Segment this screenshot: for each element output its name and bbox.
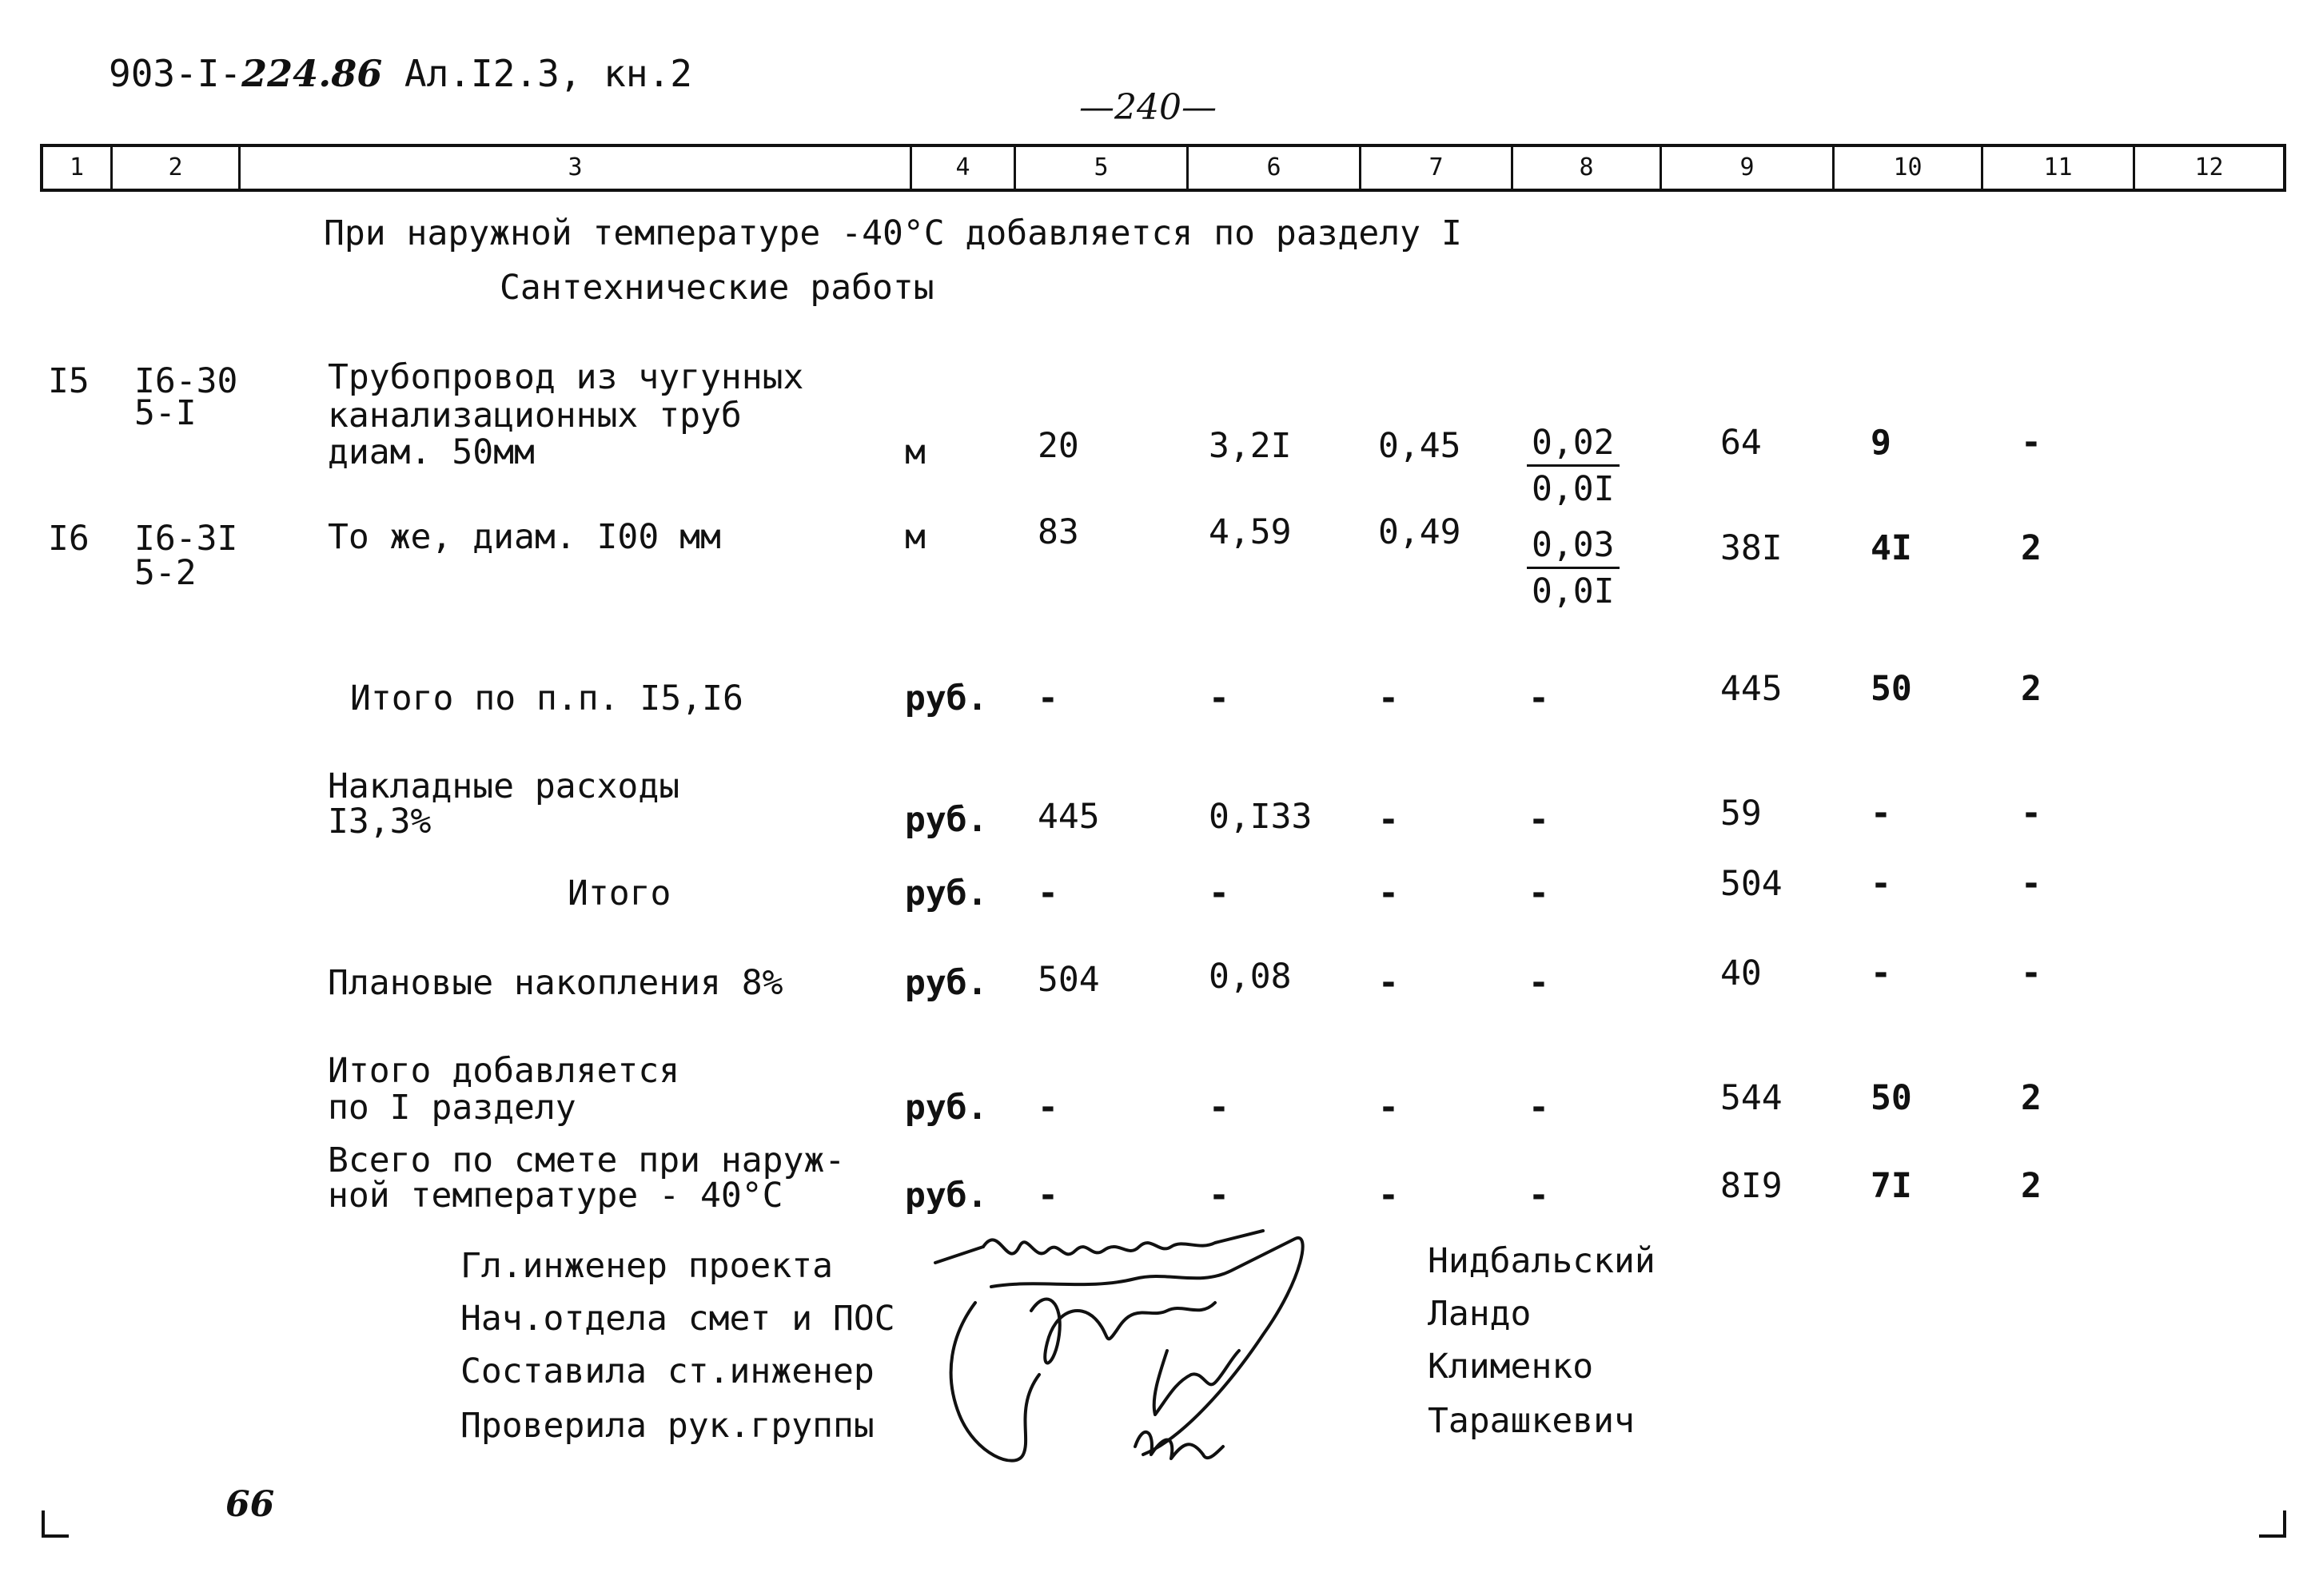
grand-total-col-11: 2 — [2021, 1166, 2042, 1206]
section-title: Сантехнические работы — [500, 268, 934, 308]
overhead-label-line-1: Накладные расходы — [328, 766, 680, 806]
row-col-8-fraction — [1527, 423, 1620, 510]
signer-role: Гл.инженер проекта — [460, 1246, 833, 1286]
sheet-mark: 66 — [225, 1484, 275, 1525]
added-total-col-5: - — [1038, 1088, 1058, 1128]
overhead-col-7: - — [1378, 800, 1399, 840]
row-col-11: 2 — [2021, 528, 2042, 568]
row-code-line-1: I6-3I — [134, 519, 238, 559]
planned-savings-col-7: - — [1378, 963, 1399, 1003]
grand-total-unit: руб. — [905, 1176, 988, 1216]
overhead-col-11: - — [2021, 794, 2042, 834]
fraction-numerator: 0,02 — [1527, 425, 1620, 467]
total-col-11: 2 — [2021, 669, 2042, 709]
signer-name: Клименко — [1428, 1347, 1594, 1387]
planned-savings-col-11: - — [2021, 953, 2042, 993]
added-total-col-11: 2 — [2021, 1078, 2042, 1118]
added-total-label-line-1: Итого добавляется — [328, 1051, 680, 1091]
planned-savings-col-9: 40 — [1720, 953, 1762, 993]
row-col-5: 20 — [1038, 426, 1079, 466]
planned-savings-unit: руб. — [905, 963, 988, 1003]
subtotal-col-6: - — [1209, 874, 1229, 913]
added-total-col-6: - — [1209, 1088, 1229, 1128]
added-total-col-7: - — [1378, 1088, 1399, 1128]
grand-total-label-line-1: Всего по смете при наруж- — [328, 1140, 846, 1180]
overhead-unit: руб. — [905, 800, 988, 840]
col-header-6: 6 — [1186, 147, 1359, 189]
signer-role: Нач.отдела смет и ПОС — [460, 1299, 895, 1339]
page-number: —240— — [1079, 87, 1217, 128]
grand-total-col-8: - — [1528, 1176, 1549, 1216]
total-unit: руб. — [905, 679, 988, 718]
col-header-10: 10 — [1832, 147, 1981, 189]
grand-total-label-line-2: ной температуре - 40°С — [328, 1176, 783, 1216]
grand-total-col-9: 8I9 — [1720, 1166, 1783, 1206]
total-col-6: - — [1209, 679, 1229, 718]
overhead-col-5: 445 — [1038, 797, 1100, 837]
row-col-5: 83 — [1038, 512, 1079, 552]
added-total-unit: руб. — [905, 1088, 988, 1128]
subtotal-label: Итого — [568, 874, 671, 913]
row-number: I5 — [48, 361, 90, 401]
row-col-6: 3,2I — [1209, 426, 1292, 466]
signer-name: Нидбальский — [1428, 1241, 1656, 1281]
row-col-8-fraction — [1527, 527, 1620, 610]
overhead-col-9: 59 — [1720, 794, 1762, 834]
row-name-line-1: То же, диам. I00 мм — [328, 517, 721, 557]
planned-savings-col-8: - — [1528, 963, 1549, 1003]
added-total-col-9: 544 — [1720, 1078, 1783, 1118]
col-header-2: 2 — [110, 147, 238, 189]
row-name-line-2: канализационных труб — [328, 396, 742, 436]
doc-code-suffix: Ал.I2.3, кн.2 — [382, 52, 692, 95]
row-code-line-1: I6-30 — [134, 361, 238, 401]
total-label: Итого по п.п. I5,I6 — [350, 679, 743, 718]
planned-savings-col-6: 0,08 — [1209, 957, 1292, 997]
overhead-col-10: - — [1871, 794, 1891, 834]
handwritten-signatures — [927, 1215, 1343, 1487]
fraction-denominator: 0,0I — [1532, 469, 1615, 510]
row-unit: м — [905, 517, 926, 557]
subtotal-col-5: - — [1038, 874, 1058, 913]
row-col-9: 38I — [1720, 528, 1783, 568]
total-col-5: - — [1038, 679, 1058, 718]
col-header-5: 5 — [1014, 147, 1186, 189]
total-col-8: - — [1528, 679, 1549, 718]
row-col-10: 4I — [1871, 528, 1912, 568]
planned-savings-col-5: 504 — [1038, 960, 1100, 1000]
total-col-7: - — [1378, 679, 1399, 718]
col-header-9: 9 — [1660, 147, 1832, 189]
subtotal-col-8: - — [1528, 874, 1549, 913]
row-name-line-1: Трубопровод из чугунных — [328, 357, 804, 397]
row-name-line-3: диам. 50мм — [328, 432, 535, 472]
document-code — [109, 54, 692, 93]
col-header-12: 12 — [2133, 147, 2283, 189]
col-header-7: 7 — [1359, 147, 1511, 189]
added-total-label-line-2: по I разделу — [328, 1088, 576, 1128]
row-code-line-2: 5-2 — [134, 553, 197, 593]
row-col-9: 64 — [1720, 423, 1762, 463]
corner-mark-bottom-left — [42, 1510, 69, 1538]
col-header-1: 1 — [69, 153, 85, 181]
subtotal-unit: руб. — [905, 874, 988, 913]
row-col-7: 0,49 — [1378, 512, 1461, 552]
corner-mark-bottom-right — [2259, 1510, 2286, 1538]
total-col-10: 50 — [1871, 669, 1912, 709]
subtotal-col-11: - — [2021, 864, 2042, 904]
intro-line-1: При наружной температуре -40°С добавляется по разделу I — [324, 213, 1462, 253]
added-total-col-8: - — [1528, 1088, 1549, 1128]
row-unit: м — [905, 432, 926, 472]
subtotal-col-10: - — [1871, 864, 1891, 904]
row-number: I6 — [48, 519, 90, 559]
grand-total-col-6: - — [1209, 1176, 1229, 1216]
grand-total-col-5: - — [1038, 1176, 1058, 1216]
added-total-col-10: 50 — [1871, 1078, 1912, 1118]
signer-role: Проверила рук.группы — [460, 1406, 875, 1446]
overhead-label-line-2: I3,3% — [328, 802, 432, 842]
col-header-11: 11 — [1981, 147, 2133, 189]
subtotal-col-9: 504 — [1720, 864, 1783, 904]
col-header-4: 4 — [910, 147, 1014, 189]
signer-name: Ландо — [1428, 1294, 1532, 1334]
row-col-11: - — [2021, 423, 2042, 463]
row-col-10: 9 — [1871, 423, 1891, 463]
overhead-col-6: 0,I33 — [1209, 797, 1313, 837]
fraction-denominator: 0,0I — [1532, 571, 1615, 612]
row-code-line-2: 5-I — [134, 393, 197, 433]
subtotal-col-7: - — [1378, 874, 1399, 913]
overhead-col-8: - — [1528, 800, 1549, 840]
col-header-8: 8 — [1511, 147, 1660, 189]
signer-name: Тарашкевич — [1428, 1401, 1635, 1441]
signer-role: Составила ст.инженер — [460, 1351, 875, 1391]
planned-savings-col-10: - — [1871, 953, 1891, 993]
row-col-7: 0,45 — [1378, 426, 1461, 466]
grand-total-col-7: - — [1378, 1176, 1399, 1216]
row-col-6: 4,59 — [1209, 512, 1292, 552]
planned-savings-label: Плановые накопления 8% — [328, 963, 783, 1003]
doc-code-handwritten: 224.86 — [241, 52, 383, 95]
grand-total-col-10: 7I — [1871, 1166, 1912, 1206]
col-header-3: 3 — [238, 147, 910, 189]
column-header-bar — [40, 144, 2286, 192]
doc-code-prefix: 903-I- — [109, 52, 242, 95]
total-col-9: 445 — [1720, 669, 1783, 709]
fraction-numerator: 0,03 — [1527, 527, 1620, 569]
